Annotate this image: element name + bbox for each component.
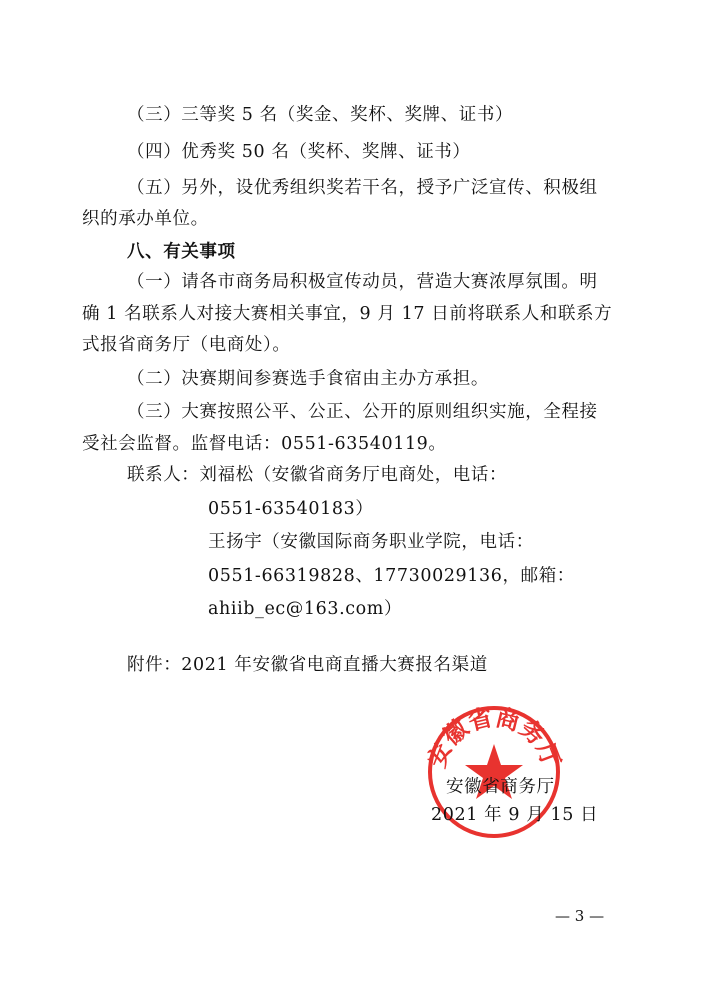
contact-line-4: 0551-66319828、17730029136，邮箱：	[208, 566, 575, 586]
attachment-line: 附件：2021 年安徽省电商直播大赛报名渠道	[127, 655, 488, 675]
award-organization-line-2: 织的承办单位。	[82, 209, 209, 229]
seal-text: 安徽省商务厅	[424, 702, 564, 772]
signature-org: 安徽省商务厅	[446, 777, 555, 797]
contact-line-2: 0551-63540183）	[208, 499, 374, 519]
item-three-line-1: （三）大赛按照公平、公正、公开的原则组织实施，全程接	[127, 402, 598, 422]
item-three-line-2: 受社会监督。监督电话：0551-63540119。	[82, 434, 447, 454]
page-number: — 3 —	[555, 907, 605, 925]
item-one-line-3: 式报省商务厅（电商处）。	[82, 335, 291, 355]
item-one-line-2: 确 1 名联系人对接大赛相关事宜，9 月 17 日前将联系人和联系方	[82, 304, 613, 324]
signature-date: 2021 年 9 月 15 日	[431, 805, 599, 825]
contact-line-1: 联系人：刘福松（安徽省商务厅电商处，电话：	[127, 465, 508, 485]
award-organization-line-1: （五）另外，设优秀组织奖若干名，授予广泛宣传、积极组	[127, 178, 598, 198]
section-heading: 八、有关事项	[127, 242, 236, 262]
award-third-line: （三）三等奖 5 名（奖金、奖杯、奖牌、证书）	[127, 105, 514, 125]
contact-email-line: ahiib_ec@163.com）	[208, 599, 403, 619]
contact-line-3: 王扬宇（安徽国际商务职业学院，电话：	[208, 532, 534, 552]
item-one-line-1: （一）请各市商务局积极宣传动员，营造大赛浓厚氛围。明	[127, 272, 598, 292]
award-excellent-line: （四）优秀奖 50 名（奖杯、奖牌、证书）	[127, 142, 471, 162]
item-two-line: （二）决赛期间参赛选手食宿由主办方承担。	[127, 369, 489, 389]
